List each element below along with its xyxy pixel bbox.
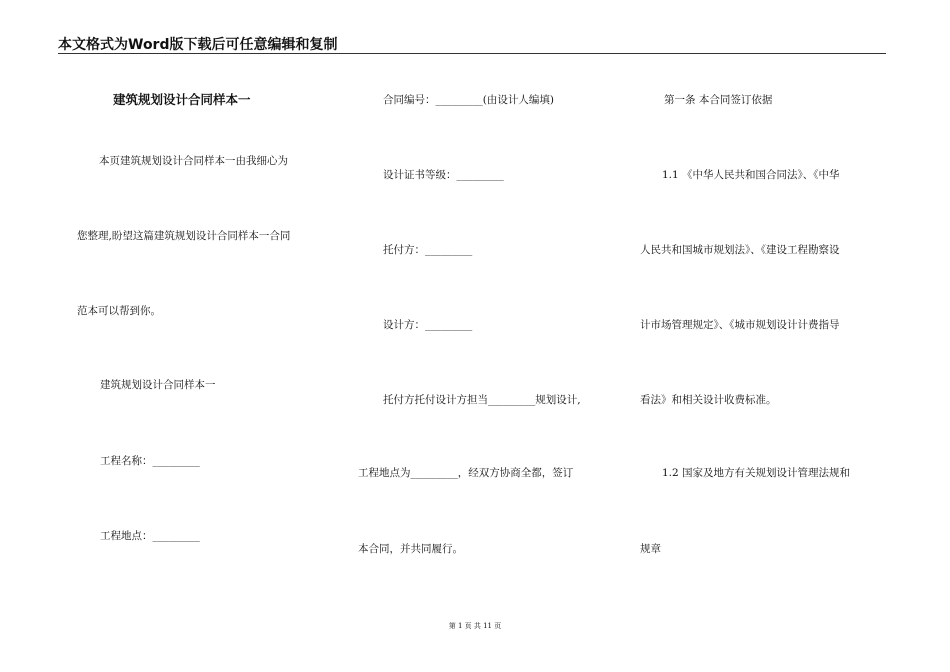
contract-number-field: 合同编号：_________(由设计人编填) bbox=[383, 94, 554, 106]
contract-title: 建筑规划设计合同样本一 bbox=[113, 92, 251, 107]
document-header: 本文格式为Word版下载后可任意编辑和复制 bbox=[58, 37, 338, 53]
clause-1-1-line-2: 人民共和国城市规划法》、《建设工程勘察设 bbox=[640, 244, 840, 256]
entrustment-paragraph-line-1: 托付方托付设计方担当_________规划设计, bbox=[383, 394, 581, 406]
intro-line-2: 您整理,盼望这篇建筑规划设计合同样本一合同 bbox=[77, 230, 291, 242]
clause-1-2-line-2: 规章 bbox=[640, 543, 661, 555]
contract-subtitle: 建筑规划设计合同样本一 bbox=[100, 379, 216, 391]
intro-line-1: 本页建筑规划设计合同样本一由我细心为 bbox=[99, 155, 288, 167]
entrustment-paragraph-line-3: 本合同，并共同履行。 bbox=[358, 543, 463, 555]
entrustment-paragraph-line-2: 工程地点为_________，经双方协商全都，签订 bbox=[358, 467, 574, 479]
article-1-heading: 第一条 本合同签订依据 bbox=[664, 94, 773, 106]
clause-1-2-line-1: 1.2 国家及地方有关规划设计管理法规和 bbox=[662, 467, 851, 479]
client-field: 托付方：_________ bbox=[383, 244, 473, 256]
certificate-level-field: 设计证书等级：_________ bbox=[383, 169, 504, 181]
page-number-footer: 第 1 页 共 11 页 bbox=[448, 622, 502, 630]
clause-1-1-line-1: 1.1 《中华人民共和国合同法》、《中华 bbox=[662, 169, 840, 181]
project-location-field: 工程地点：_________ bbox=[100, 530, 200, 542]
clause-1-1-line-4: 看法》和相关设计收费标准。 bbox=[640, 394, 777, 406]
header-divider bbox=[58, 53, 886, 54]
intro-line-3: 范本可以帮到你。 bbox=[77, 305, 161, 317]
designer-field: 设计方：_________ bbox=[383, 319, 473, 331]
project-name-field: 工程名称：_________ bbox=[100, 455, 200, 467]
clause-1-1-line-3: 计市场管理规定》、《城市规划设计计费指导 bbox=[640, 319, 840, 331]
